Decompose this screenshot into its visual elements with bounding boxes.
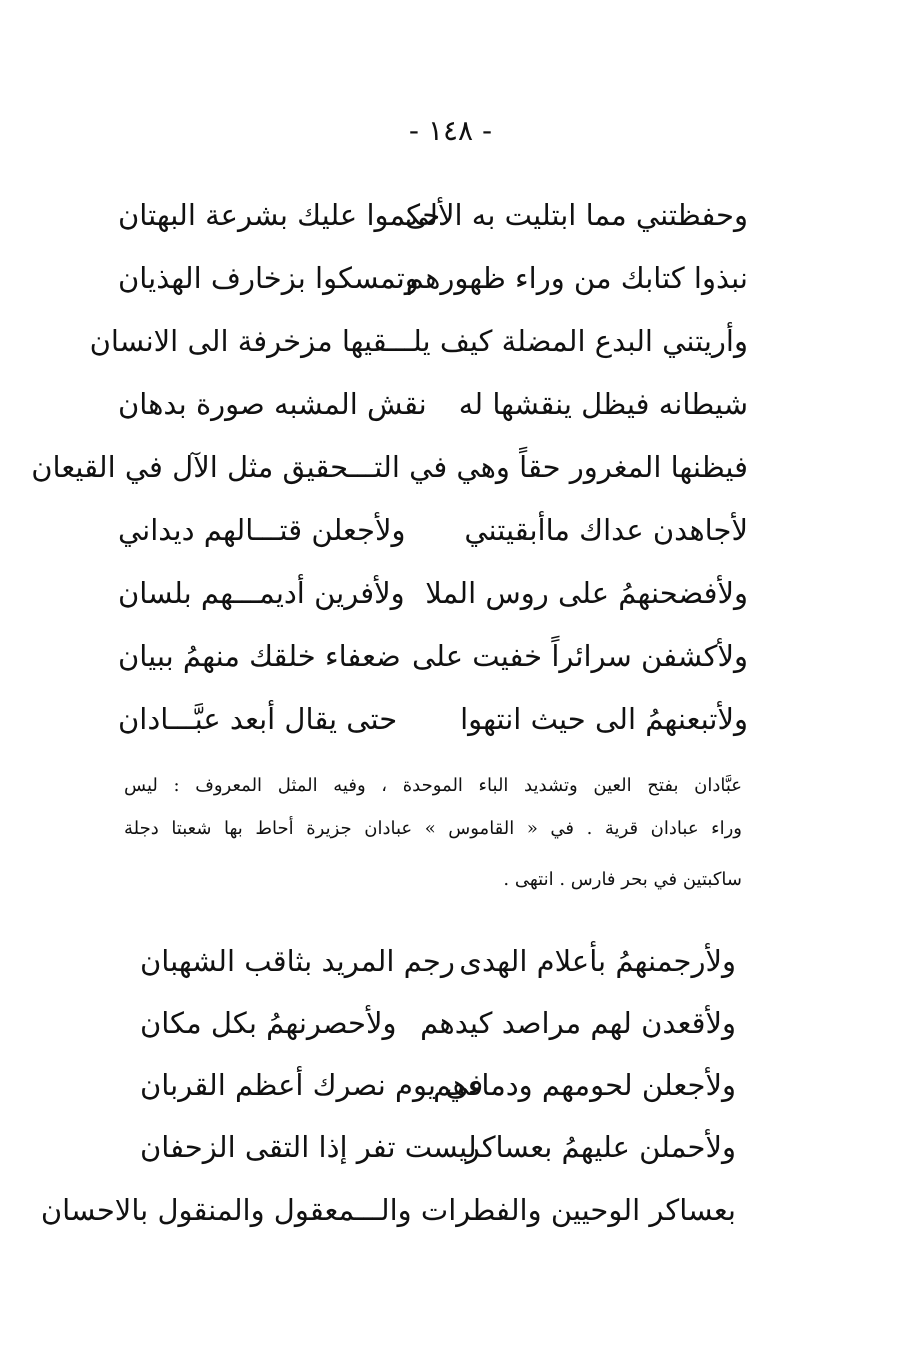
footnote-line: ساكبتين في بحر فارس . انتهى . — [503, 869, 742, 890]
verse-first-hemistich: ولأجعلن لحومهم ودماءهم — [433, 1068, 736, 1102]
verse-second-hemistich: وتمسكوا بزخارف الهذيان — [118, 261, 419, 295]
verse-second-hemistich: رجم المريد بثاقب الشهبان — [140, 944, 455, 978]
verse-first-hemistich: ولأتبعنهمُ الى حيث انتهوا — [460, 702, 748, 736]
verse-first-hemistich: لأجاهدن عداك ماأبقيتني — [464, 513, 748, 547]
verse-second-hemistich: ولأحصرنهمُ بكل مكان — [140, 1006, 397, 1040]
verse — [31, 437, 748, 497]
verse-first-hemistich: ولأحملن عليهمُ بعساكر — [465, 1130, 736, 1164]
verse-second-hemistich: ضعفاء خلقك منهمُ ببيان — [118, 639, 401, 673]
verse-first-hemistich: نبذوا كتابك من وراء ظهورهم — [405, 261, 748, 295]
verse-second-hemistich: ليست تفر إذا التقى الزحفان — [140, 1130, 477, 1164]
verse — [89, 311, 748, 371]
verse-first-hemistich: شيطانه فيظل ينقشها له — [458, 387, 748, 421]
verse-full-line: بعساكر الوحيين والفطرات والـــمعقول والمنقول بالاحسان — [40, 1193, 736, 1227]
verse — [118, 374, 748, 434]
verse-first-hemistich: ولأرجمنهمُ بأعلام الهدى — [459, 944, 736, 978]
verse-first-hemistich: ولأكشفن سرائراً خفيت على — [411, 639, 748, 673]
verse-full-line: فيظنها المغرور حقاً وهي في التـــحقيق مثل الآل في القيعان — [31, 450, 748, 484]
verse-first-hemistich: وحفظتني مما ابتليت به الألى — [404, 198, 748, 232]
verse — [140, 993, 736, 1053]
verse-second-hemistich: نقش المشبه صورة بدهان — [118, 387, 427, 421]
verse-first-hemistich: ولأفضحنهمُ على روس الملا — [425, 576, 748, 610]
verse — [118, 626, 748, 686]
footnote-line: عبَّادان بفتح العين وتشديد الباء الموحدة ، وفيه المثل المعروف : ليس — [124, 775, 742, 796]
verse-full-line: وأريتني البدع المضلة كيف يلـــقيها مزخرفة الى الانسان — [89, 324, 748, 358]
verse-second-hemistich: في يوم نصرك أعظم القربان — [140, 1068, 484, 1102]
verse-second-hemistich: ولأفرين أديمـــهم بلسان — [118, 576, 405, 610]
verse-second-hemistich: حكموا عليك بشرعة البهتان — [118, 198, 441, 232]
verse — [118, 248, 748, 308]
verse — [140, 931, 736, 991]
verse — [140, 1055, 736, 1115]
verse-first-hemistich: ولأقعدن لهم مراصد كيدهم — [420, 1006, 736, 1040]
verse — [140, 1117, 736, 1177]
verse — [118, 185, 748, 245]
page-number: - ١٤٨ - — [408, 114, 493, 147]
verse — [40, 1180, 736, 1240]
verse-second-hemistich: حتى يقال أبعد عبَّـــادان — [118, 702, 398, 736]
verse — [118, 563, 748, 623]
footnote-line: وراء عبادان قرية . في « القاموس » عبادان جزيرة أحاط بها شعبتا دجلة — [124, 818, 742, 839]
verse-second-hemistich: ولأجعلن قتـــالهم ديداني — [118, 513, 406, 547]
verse — [118, 500, 748, 560]
verse — [118, 689, 748, 749]
